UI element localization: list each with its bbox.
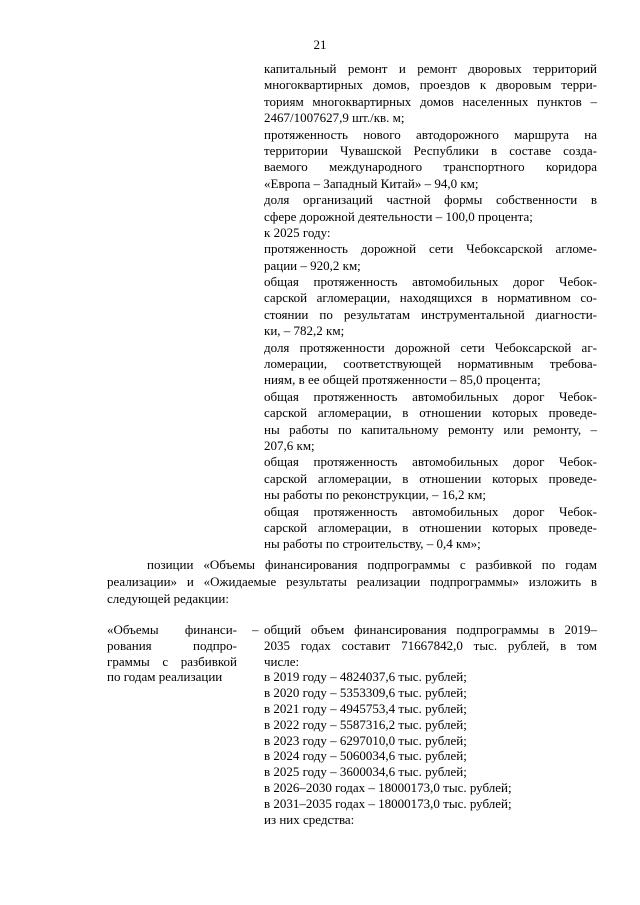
- indicator-line: сарской агломерации, в отношении которых проведе-: [264, 470, 597, 486]
- indicator-line: ториям многоквартирных домов населенных пунктов –: [264, 93, 597, 109]
- indicator-line: ны работы по реконструкции, – 16,2 км;: [264, 487, 486, 503]
- financing-label-line: по годам реализации: [107, 669, 223, 685]
- financing-label-line: «Объемы финанси-: [107, 622, 237, 637]
- indicator-line: протяженность нового автодорожного маршрута на: [264, 126, 597, 142]
- financing-value: [264, 622, 597, 827]
- amendment-intro-paragraph: [107, 557, 597, 607]
- financing-value-line: в 2021 году – 4945753,4 тыс. рублей;: [264, 700, 467, 716]
- indicator-line: протяженность дорожной сети Чебоксарской агломе-: [264, 241, 597, 257]
- page-number: 21: [313, 37, 327, 52]
- financing-value-line: из них средства:: [264, 811, 355, 827]
- financing-label-line: граммы с разбивкой: [107, 653, 237, 669]
- financing-value-line: в 2026–2030 годах – 18000173,0 тыс. рублей;: [264, 779, 512, 795]
- indicator-line: общая протяженность автомобильных дорог Чебок-: [264, 388, 597, 404]
- financing-value-line: в 2020 году – 5353309,6 тыс. рублей;: [264, 685, 467, 701]
- indicator-line: ломерации, соответствующей нормативным требова-: [264, 356, 597, 372]
- indicator-line: ны работы по строительству, – 0,4 км»;: [264, 536, 481, 552]
- indicator-line: капитальный ремонт и ремонт дворовых территорий: [264, 61, 597, 76]
- indicator-line: доля организаций частной формы собственности в: [264, 192, 597, 208]
- financing-value-line: общий объем финансирования подпрограммы в 2019–: [264, 622, 597, 637]
- indicator-line: общая протяженность автомобильных дорог Чебок-: [264, 274, 597, 290]
- indicator-line: стоянии по результатам инструментальной диагности-: [264, 306, 597, 322]
- intro-line: реализации» и «Ожидаемые результаты реализации подпрограммы» изложить в: [107, 573, 597, 589]
- financing-value-line: в 2031–2035 годах – 18000173,0 тыс. рублей;: [264, 795, 512, 811]
- indicator-line: 207,6 км;: [264, 437, 315, 453]
- indicator-line: к 2025 году:: [264, 224, 331, 240]
- indicator-line: общая протяженность автомобильных дорог Чебок-: [264, 503, 597, 519]
- financing-value-line: в 2025 году – 3600034,6 тыс. рублей;: [264, 764, 467, 780]
- indicator-line: доля протяженности дорожной сети Чебоксарской аг-: [264, 339, 597, 355]
- indicator-line: территории Чувашской Республики в составе созда-: [264, 142, 597, 158]
- indicator-line: ниям, в ее общей протяженности – 85,0 процента;: [264, 372, 541, 388]
- indicator-line: сарской агломерации, в отношении которых проведе-: [264, 405, 597, 421]
- financing-value-line: в 2024 году – 5060034,6 тыс. рублей;: [264, 748, 467, 764]
- indicator-line: многоквартирных домов, проездов к дворовым терри-: [264, 77, 597, 93]
- intro-line: следующей редакции:: [107, 590, 229, 606]
- financing-value-line: в 2022 году – 5587316,2 тыс. рублей;: [264, 716, 467, 732]
- financing-value-line: в 2019 году – 4824037,6 тыс. рублей;: [264, 669, 467, 685]
- target-indicators-text: [264, 61, 597, 553]
- indicator-line: ки, – 782,2 км;: [264, 323, 345, 339]
- indicator-line: 2467/1007627,9 шт./кв. м;: [264, 110, 405, 126]
- financing-label: [107, 622, 237, 685]
- financing-value-line: числе:: [264, 653, 300, 669]
- indicator-line: «Европа – Западный Китай» – 94,0 км;: [264, 175, 479, 191]
- indicator-line: сфере дорожной деятельности – 100,0 процента;: [264, 208, 533, 224]
- indicator-line: сарской агломерации, в отношении которых проведе-: [264, 519, 597, 535]
- indicator-line: ваемого международного транспортного коридора: [264, 159, 597, 175]
- intro-line: позиции «Объемы финансирования подпрограммы с разбивкой по годам: [147, 557, 597, 572]
- financing-value-line: 2035 годах составит 71667842,0 тыс. рублей, в том: [264, 637, 597, 653]
- indicator-line: ны работы по капитальному ремонту или ремонту, –: [264, 421, 597, 437]
- indicator-line: сарской агломерации, находящихся в нормативном со-: [264, 290, 597, 306]
- financing-value-line: в 2023 году – 6297010,0 тыс. рублей;: [264, 732, 467, 748]
- indicator-line: общая протяженность автомобильных дорог Чебок-: [264, 454, 597, 470]
- financing-label-line: рования подпро-: [107, 637, 237, 653]
- indicator-line: рации – 920,2 км;: [264, 257, 361, 273]
- financing-dash: –: [252, 622, 259, 637]
